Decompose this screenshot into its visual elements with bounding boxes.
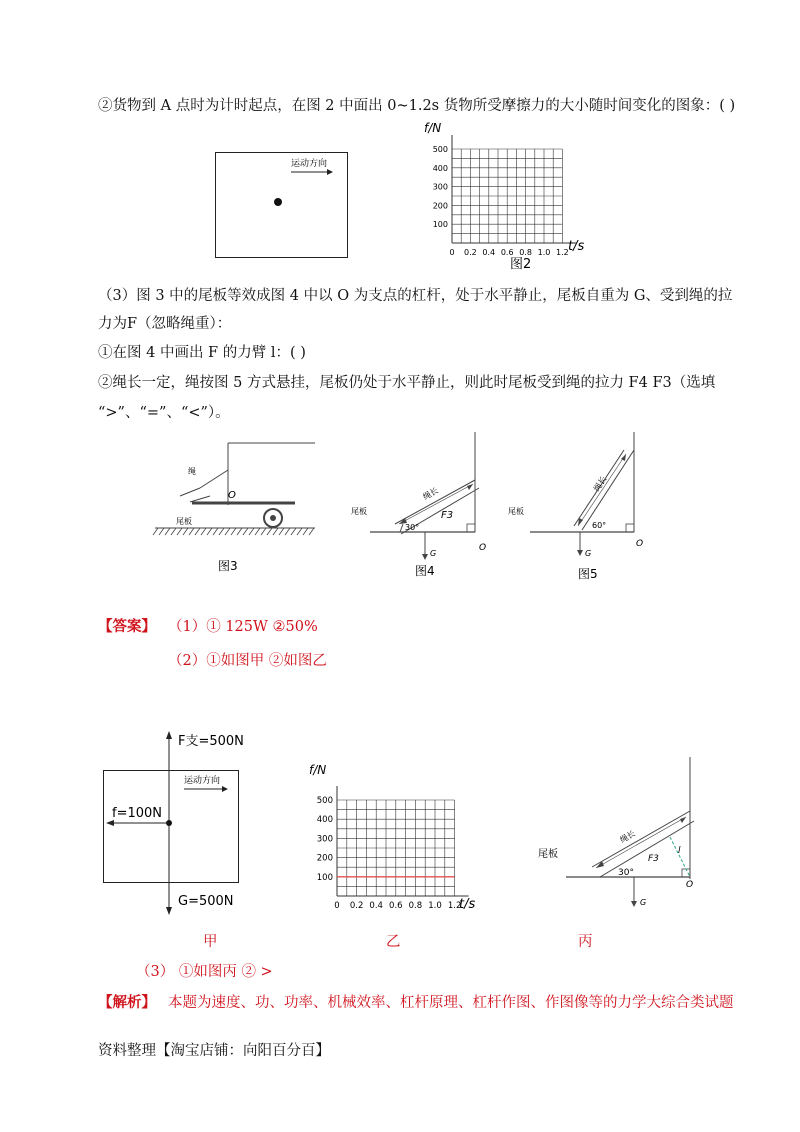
- fig1-box: [215, 152, 350, 260]
- fig-bing-caption: 丙: [578, 934, 593, 950]
- fig-yi-xtick: 0.6: [389, 901, 403, 911]
- answer-tag: 【答案】: [98, 618, 156, 635]
- analysis-tag: 【解析】: [98, 994, 156, 1011]
- fig2-chart: [420, 120, 590, 275]
- question-q3-2-line2: “>”、“=”、“<”）。: [98, 405, 230, 421]
- fig-yi-ylabel: f/N: [309, 763, 327, 777]
- fig5-rope-label: 绳长: [592, 474, 609, 494]
- fig4-lever: [345, 428, 495, 580]
- fig2-xtick: 0.2: [464, 248, 477, 257]
- fig4-angle-label: 30°: [405, 523, 420, 532]
- fig-bing-force-label: F3: [648, 854, 659, 864]
- fig2-ylabel: f/N: [424, 121, 442, 135]
- fig3-truck: [150, 440, 325, 575]
- analysis-text: 本题为速度、功、功率、机械效率、杠杆原理、杠杆作图、作图像等的力学大综合类试题: [168, 995, 734, 1011]
- fig3-pivot-label: O: [228, 490, 236, 501]
- answer-line1: （1）① 125W ②50%: [168, 619, 318, 635]
- fig2-xtick: 1.0: [537, 248, 551, 257]
- fig2-xtick: 0.4: [482, 248, 496, 257]
- fig-yi-xlabel: t/s: [459, 897, 476, 912]
- fig2-xlabel: t/s: [568, 239, 585, 254]
- fig-yi-xtick: 0.4: [369, 901, 383, 911]
- fig5-angle-label: 60°: [592, 521, 607, 530]
- question-q3-intro-1: （3）图 3 中的尾板等效成图 4 中以 O 为支点的杠杆，处于水平静止，尾板自重为 G、受到绳的拉: [98, 288, 733, 304]
- question-q3-2-line1: ②绳长一定，绳按图 5 方式悬挂，尾板仍处于水平静止，则此时尾板受到绳的拉力 F4 F3（选填: [98, 375, 716, 391]
- fig-jia-support-label: F支=500N: [178, 734, 244, 749]
- fig-jia-gravity-label: G=500N: [178, 894, 234, 909]
- fig5-lever: [500, 428, 650, 580]
- fig5-weight-label: G: [585, 549, 592, 558]
- fig2-xtick: 0.8: [519, 248, 532, 257]
- fig-yi-xtick: 0.8: [408, 901, 423, 911]
- fig-jia-friction-label: f=100N: [112, 806, 163, 821]
- fig-yi-xtick: 0.2: [349, 901, 364, 911]
- fig-bing-rope-label: 绳长: [618, 828, 637, 845]
- fig-yi-xtick: 1.0: [428, 901, 442, 911]
- fig2-ytick: 400: [432, 163, 448, 173]
- fig2-ytick: 100: [432, 220, 448, 230]
- fig3-caption: 图3: [218, 559, 238, 573]
- fig-jia-caption: 甲: [203, 934, 218, 950]
- fig1-direction-label: 运动方向: [291, 159, 328, 169]
- footer-text: 资料整理【淘宝店铺：向阳百分百】: [98, 1043, 330, 1059]
- answer-line3: （3） ①如图丙 ② >: [136, 964, 273, 980]
- fig-yi-ytick: 500: [316, 796, 333, 806]
- question-q2-2: ②货物到 A 点时为计时起点，在图 2 中面出 0~1.2s 货物所受摩擦力的大小随时间变化的图象：( ): [98, 98, 736, 114]
- fig3-board-label: 尾板: [176, 517, 192, 526]
- fig-yi-chart: [305, 760, 485, 920]
- answer-line2: （2）①如图甲 ②如图乙: [168, 653, 327, 669]
- fig-yi-ytick: 100: [316, 872, 333, 883]
- question-q3-1: ①在图 4 中画出 F 的力臂 l：( ): [98, 345, 306, 361]
- fig-jia: [98, 725, 243, 920]
- question-q3-intro-2: 力为F（忽略绳重）：: [98, 316, 232, 332]
- fig-bing-weight-label: G: [640, 898, 647, 907]
- fig-yi-xtick: 0: [334, 901, 340, 911]
- fig-yi-xtick: 1.2: [447, 901, 462, 911]
- fig4-weight-label: G: [430, 549, 437, 558]
- fig5-caption: 图5: [578, 567, 598, 581]
- fig-bing-angle-label: 30°: [618, 868, 634, 878]
- fig-yi-caption: 乙: [386, 934, 401, 950]
- fig2-caption: 图2: [510, 257, 532, 272]
- fig5-board-label: 尾板: [508, 507, 524, 516]
- fig-bing-arm-label: l: [678, 846, 681, 856]
- fig4-board-label: 尾板: [351, 507, 367, 516]
- fig-yi-ytick: 200: [316, 853, 333, 864]
- fig3-rope-label: 绳: [188, 467, 196, 476]
- fig2-ytick: 500: [432, 145, 448, 154]
- fig-bing-lever: [530, 755, 710, 915]
- fig-yi-ytick: 300: [316, 834, 333, 845]
- fig4-force-label: F3: [441, 510, 454, 521]
- fig-bing-board-label: 尾板: [538, 849, 558, 860]
- fig4-pivot-label: O: [479, 543, 487, 553]
- fig4-rope-label: 绳长: [421, 485, 440, 502]
- fig-bing-pivot-label: O: [686, 880, 694, 890]
- fig4-caption: 图4: [415, 564, 435, 578]
- fig2-xtick: 1.2: [556, 248, 569, 257]
- fig-jia-direction-label: 运动方向: [184, 776, 221, 786]
- fig2-ytick: 300: [432, 182, 448, 192]
- fig2-xtick: 0.6: [500, 248, 514, 257]
- fig2-ytick: 200: [432, 201, 448, 211]
- fig5-pivot-label: O: [636, 539, 644, 549]
- fig2-xtick: 0: [449, 248, 455, 257]
- fig-yi-ytick: 400: [316, 815, 333, 826]
